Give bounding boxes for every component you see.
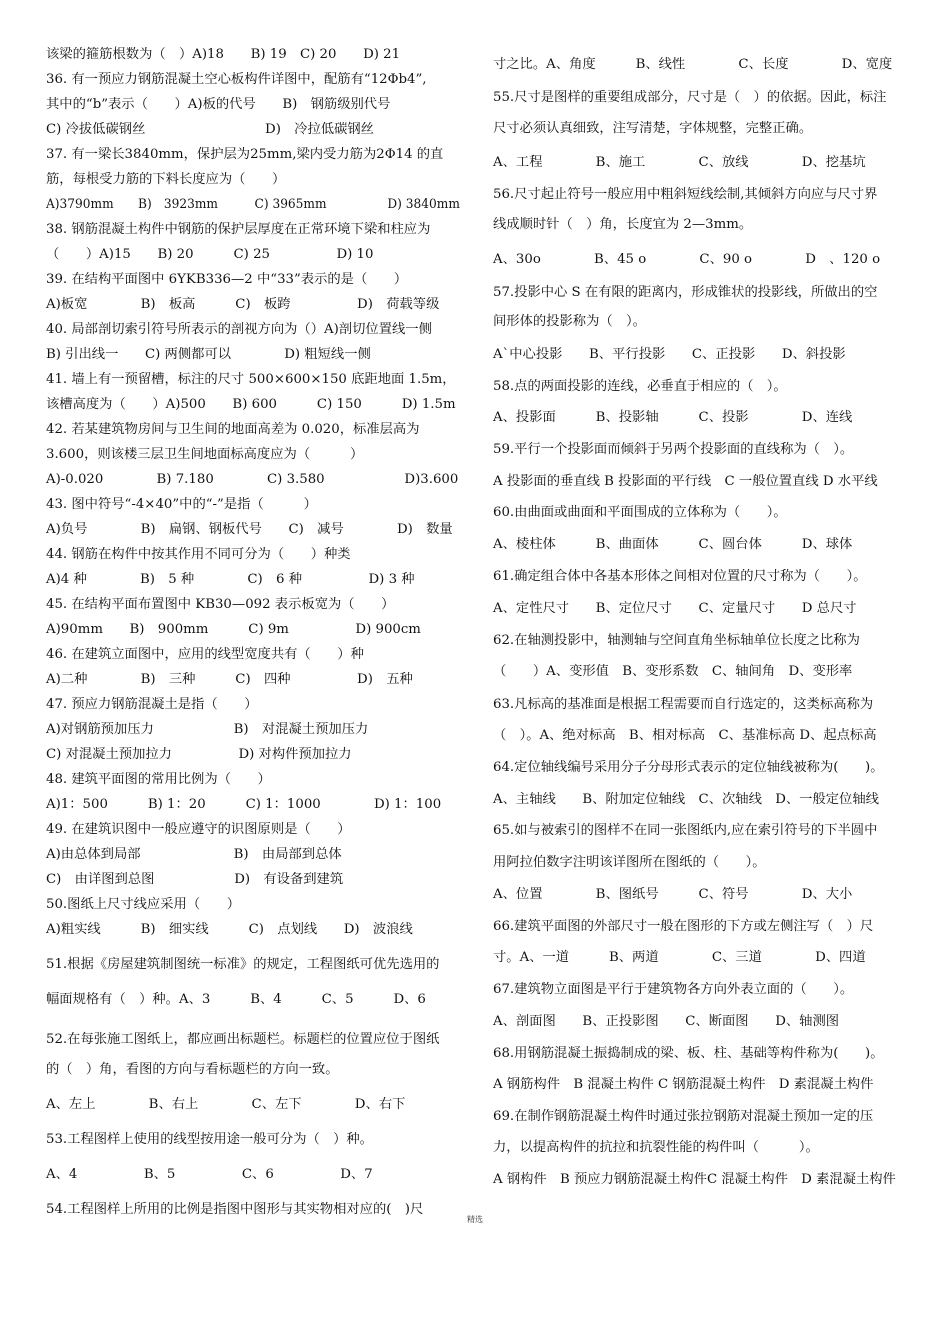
text-line: 36. 有一预应力钢筋混凝土空心板构件详图中，配筋有“12Φb4”,: [46, 72, 427, 87]
text-line: 37. 有一梁长3840mm，保护层为25mm,梁内受力筋为2Φ14 的直: [46, 147, 444, 162]
text-line: 56.尺寸起止符号一般应用中粗斜短线绘制,其倾斜方向应与尺寸界: [493, 187, 878, 202]
text-line: 用阿拉伯数字注明该详图所在图纸的（ ）。: [493, 855, 766, 870]
text-line: A、剖面图 B、正投影图 C、断面图 D、轴测图: [493, 1014, 840, 1029]
text-line: 该槽高度为（ ）A)500 B) 600 C) 150 D) 1.5m: [46, 397, 456, 412]
text-line: 60.由曲面或曲面和平面围成的立体称为（ ）。: [493, 505, 787, 520]
text-line: 力，以提高构件的抗拉和抗裂性能的构件叫（ ）。: [493, 1140, 819, 1155]
text-line: A)由总体到局部 B) 由局部到总体: [46, 847, 342, 862]
text-line: A、4 B、5 C、6 D、7: [46, 1167, 373, 1182]
text-line: A、投影面 B、投影轴 C、投影 D、连线: [493, 410, 853, 425]
text-line: A)-0.020 B) 7.180 C) 3.580 D)3.600: [46, 472, 459, 487]
text-line: A)对钢筋预加压力 B) 对混凝土预加压力: [46, 722, 369, 737]
text-line: 64.定位轴线编号采用分子分母形式表示的定位轴线被称为( )。: [493, 760, 884, 775]
text-line: 38. 钢筋混凝土构件中钢筋的保护层厚度在正常环境下梁和柱应为: [46, 222, 431, 237]
text-line: A`中心投影 B、平行投影 C、正投影 D、斜投影: [493, 347, 846, 362]
text-line: （ ）。A、绝对标高 B、相对标高 C、基准标高 D、起点标高: [493, 728, 877, 743]
text-line: 寸。A、一道 B、两道 C、三道 D、四道: [493, 950, 866, 965]
text-line: 61.确定组合体中各基本形体之间相对位置的尺寸称为（ ）。: [493, 569, 867, 584]
text-line: 59.平行一个投影面而倾斜于另两个投影面的直线称为（ ）。: [493, 442, 854, 457]
text-line: 尺寸必须认真细致，注写清楚，字体规整，完整正确。: [493, 121, 813, 136]
text-line: 58.点的两面投影的连线，必垂直于相应的（ ）。: [493, 379, 787, 394]
text-line: A、主轴线 B、附加定位轴线 C、次轴线 D、一般定位轴线: [493, 792, 879, 807]
text-line: 42. 若某建筑物房间与卫生间的地面高差为 0.020，标准层高为: [46, 422, 420, 437]
text-line: 57.投影中心 S 在有限的距离内，形成锥状的投影线，所做出的空: [493, 285, 878, 300]
text-line: 45. 在结构平面布置图中 KB30—092 表示板宽为（ ）: [46, 597, 395, 612]
text-line: A、位置 B、图纸号 C、符号 D、大小: [493, 887, 853, 902]
text-line: （ ）A)15 B) 20 C) 25 D) 10: [46, 247, 374, 262]
text-line: 41. 墙上有一预留槽，标注的尺寸 500×600×150 底距地面 1.5m，: [46, 372, 456, 387]
text-line: C) 冷拔低碳钢丝 D) 冷拉低碳钢丝: [46, 122, 374, 137]
page-footer: 精选: [467, 1215, 483, 1224]
text-line: A、30o B、45 o C、90 o D 、120 o: [493, 252, 881, 267]
text-line: 47. 预应力钢筋混凝土是指（ ）: [46, 697, 258, 712]
text-line: 62.在轴测投影中，轴测轴与空间直角坐标轴单位长度之比称为: [493, 633, 860, 648]
text-line: A 钢构件 B 预应力钢筋混凝土构件C 混凝土构件 D 素混凝土构件: [493, 1172, 896, 1187]
text-line: 50.图纸上尺寸线应采用（ ）: [46, 897, 241, 912]
text-line: 间形体的投影称为（ ）。: [493, 314, 646, 329]
text-line: 的（ ）角，看图的方向与看标题栏的方向一致。: [46, 1062, 339, 1077]
text-line: A 钢筋构件 B 混凝土构件 C 钢筋混凝土构件 D 素混凝土构件: [493, 1077, 874, 1092]
text-line: 39. 在结构平面图中 6YKB336—2 中“33”表示的是（ ）: [46, 272, 408, 287]
text-line: B) 引出线一 C) 两侧都可以 D) 粗短线一侧: [46, 347, 371, 362]
text-line: C) 由详图到总图 D) 有设备到建筑: [46, 872, 344, 887]
text-line: A、定性尺寸 B、定位尺寸 C、定量尺寸 D 总尺寸: [493, 601, 857, 616]
text-line: 65.如与被索引的图样不在同一张图纸内,应在索引符号的下半圆中: [493, 823, 878, 838]
text-line: 3.600，则该楼三层卫生间地面标高度应为（ ）: [46, 447, 364, 462]
text-line: 线成顺时针（ ）角，长度宜为 2—3mm。: [493, 217, 753, 232]
text-line: A)二种 B) 三种 C) 四种 D) 五种: [46, 672, 413, 687]
text-line: A)粗实线 B) 细实线 C) 点划线 D) 波浪线: [46, 922, 413, 937]
text-line: A)3790mm B) 3923mm C) 3965mm D) 3840mm: [46, 197, 460, 212]
text-line: C) 对混凝土预加拉力 D) 对构件预加拉力: [46, 747, 352, 762]
text-line: （ ）A、变形值 B、变形系数 C、轴间角 D、变形率: [493, 664, 853, 679]
text-line: 该梁的箍筋根数为（ ）A)18 B) 19 C) 20 D) 21: [46, 47, 401, 62]
text-line: 其中的“b”表示（ ）A)板的代号 B) 钢筋级别代号: [46, 97, 391, 112]
text-line: A、棱柱体 B、曲面体 C、圆台体 D、球体: [493, 537, 853, 552]
text-line: 40. 局部剖切索引符号所表示的剖视方向为（）A)剖切位置线一侧: [46, 322, 432, 337]
text-line: 筋，每根受力筋的下料长度应为（ ）: [46, 172, 286, 187]
text-line: A)90mm B) 900mm C) 9m D) 900cm: [46, 622, 421, 637]
text-line: 55.尺寸是图样的重要组成部分，尺寸是（ ）的依据。因此，标注: [493, 90, 887, 105]
text-line: A)板宽 B) 板高 C) 板跨 D) 荷载等级: [46, 297, 440, 312]
text-line: 幅面规格有（ ）种。A、3 B、4 C、5 D、6: [46, 992, 426, 1007]
text-line: 46. 在建筑立面图中，应用的线型宽度共有（ ）种: [46, 647, 364, 662]
text-line: 44. 钢筋在构件中按其作用不同可分为（ ）种类: [46, 547, 351, 562]
text-line: 69.在制作钢筋混凝土构件时通过张拉钢筋对混凝土预加一定的压: [493, 1109, 874, 1124]
text-line: 67.建筑物立面图是平行于建筑物各方向外表立面的（ ）。: [493, 982, 854, 997]
text-line: 54.工程图样上所用的比例是指图中图形与其实物相对应的( )尺: [46, 1202, 424, 1217]
text-line: 63.凡标高的基准面是根据工程需要而自行选定的，这类标高称为: [493, 697, 874, 712]
text-line: 66.建筑平面图的外部尺寸一般在图形的下方或左侧注写（ ）尺: [493, 919, 874, 934]
text-line: 68.用钢筋混凝土振捣制成的梁、板、柱、基础等构件称为( )。: [493, 1046, 884, 1061]
text-line: 53.工程图样上使用的线型按用途一般可分为（ ）种。: [46, 1132, 373, 1147]
text-line: 49. 在建筑识图中一般应遵守的识图原则是（ ）: [46, 822, 351, 837]
text-line: A、工程 B、施工 C、放线 D、挖基坑: [493, 155, 866, 170]
text-line: A)1：500 B) 1：20 C) 1：1000 D) 1：100: [46, 797, 442, 812]
text-line: 43. 图中符号“-4×40”中的“-”是指（ ）: [46, 497, 317, 512]
text-line: 寸之比。A、角度 B、线性 C、长度 D、宽度: [493, 57, 893, 72]
text-line: 51.根据《房屋建筑制图统一标准》的规定，工程图纸可优先选用的: [46, 957, 440, 972]
text-line: A、左上 B、右上 C、左下 D、右下: [46, 1097, 406, 1112]
text-line: A)4 种 B) 5 种 C) 6 种 D) 3 种: [46, 572, 415, 587]
text-line: A)负号 B) 扁钢、钢板代号 C) 减号 D) 数量: [46, 522, 453, 537]
text-line: A 投影面的垂直线 B 投影面的平行线 C 一般位置直线 D 水平线: [493, 474, 878, 489]
text-line: 52.在每张施工图纸上，都应画出标题栏。标题栏的位置应位于图纸: [46, 1032, 440, 1047]
text-line: 48. 建筑平面图的常用比例为（ ）: [46, 772, 271, 787]
